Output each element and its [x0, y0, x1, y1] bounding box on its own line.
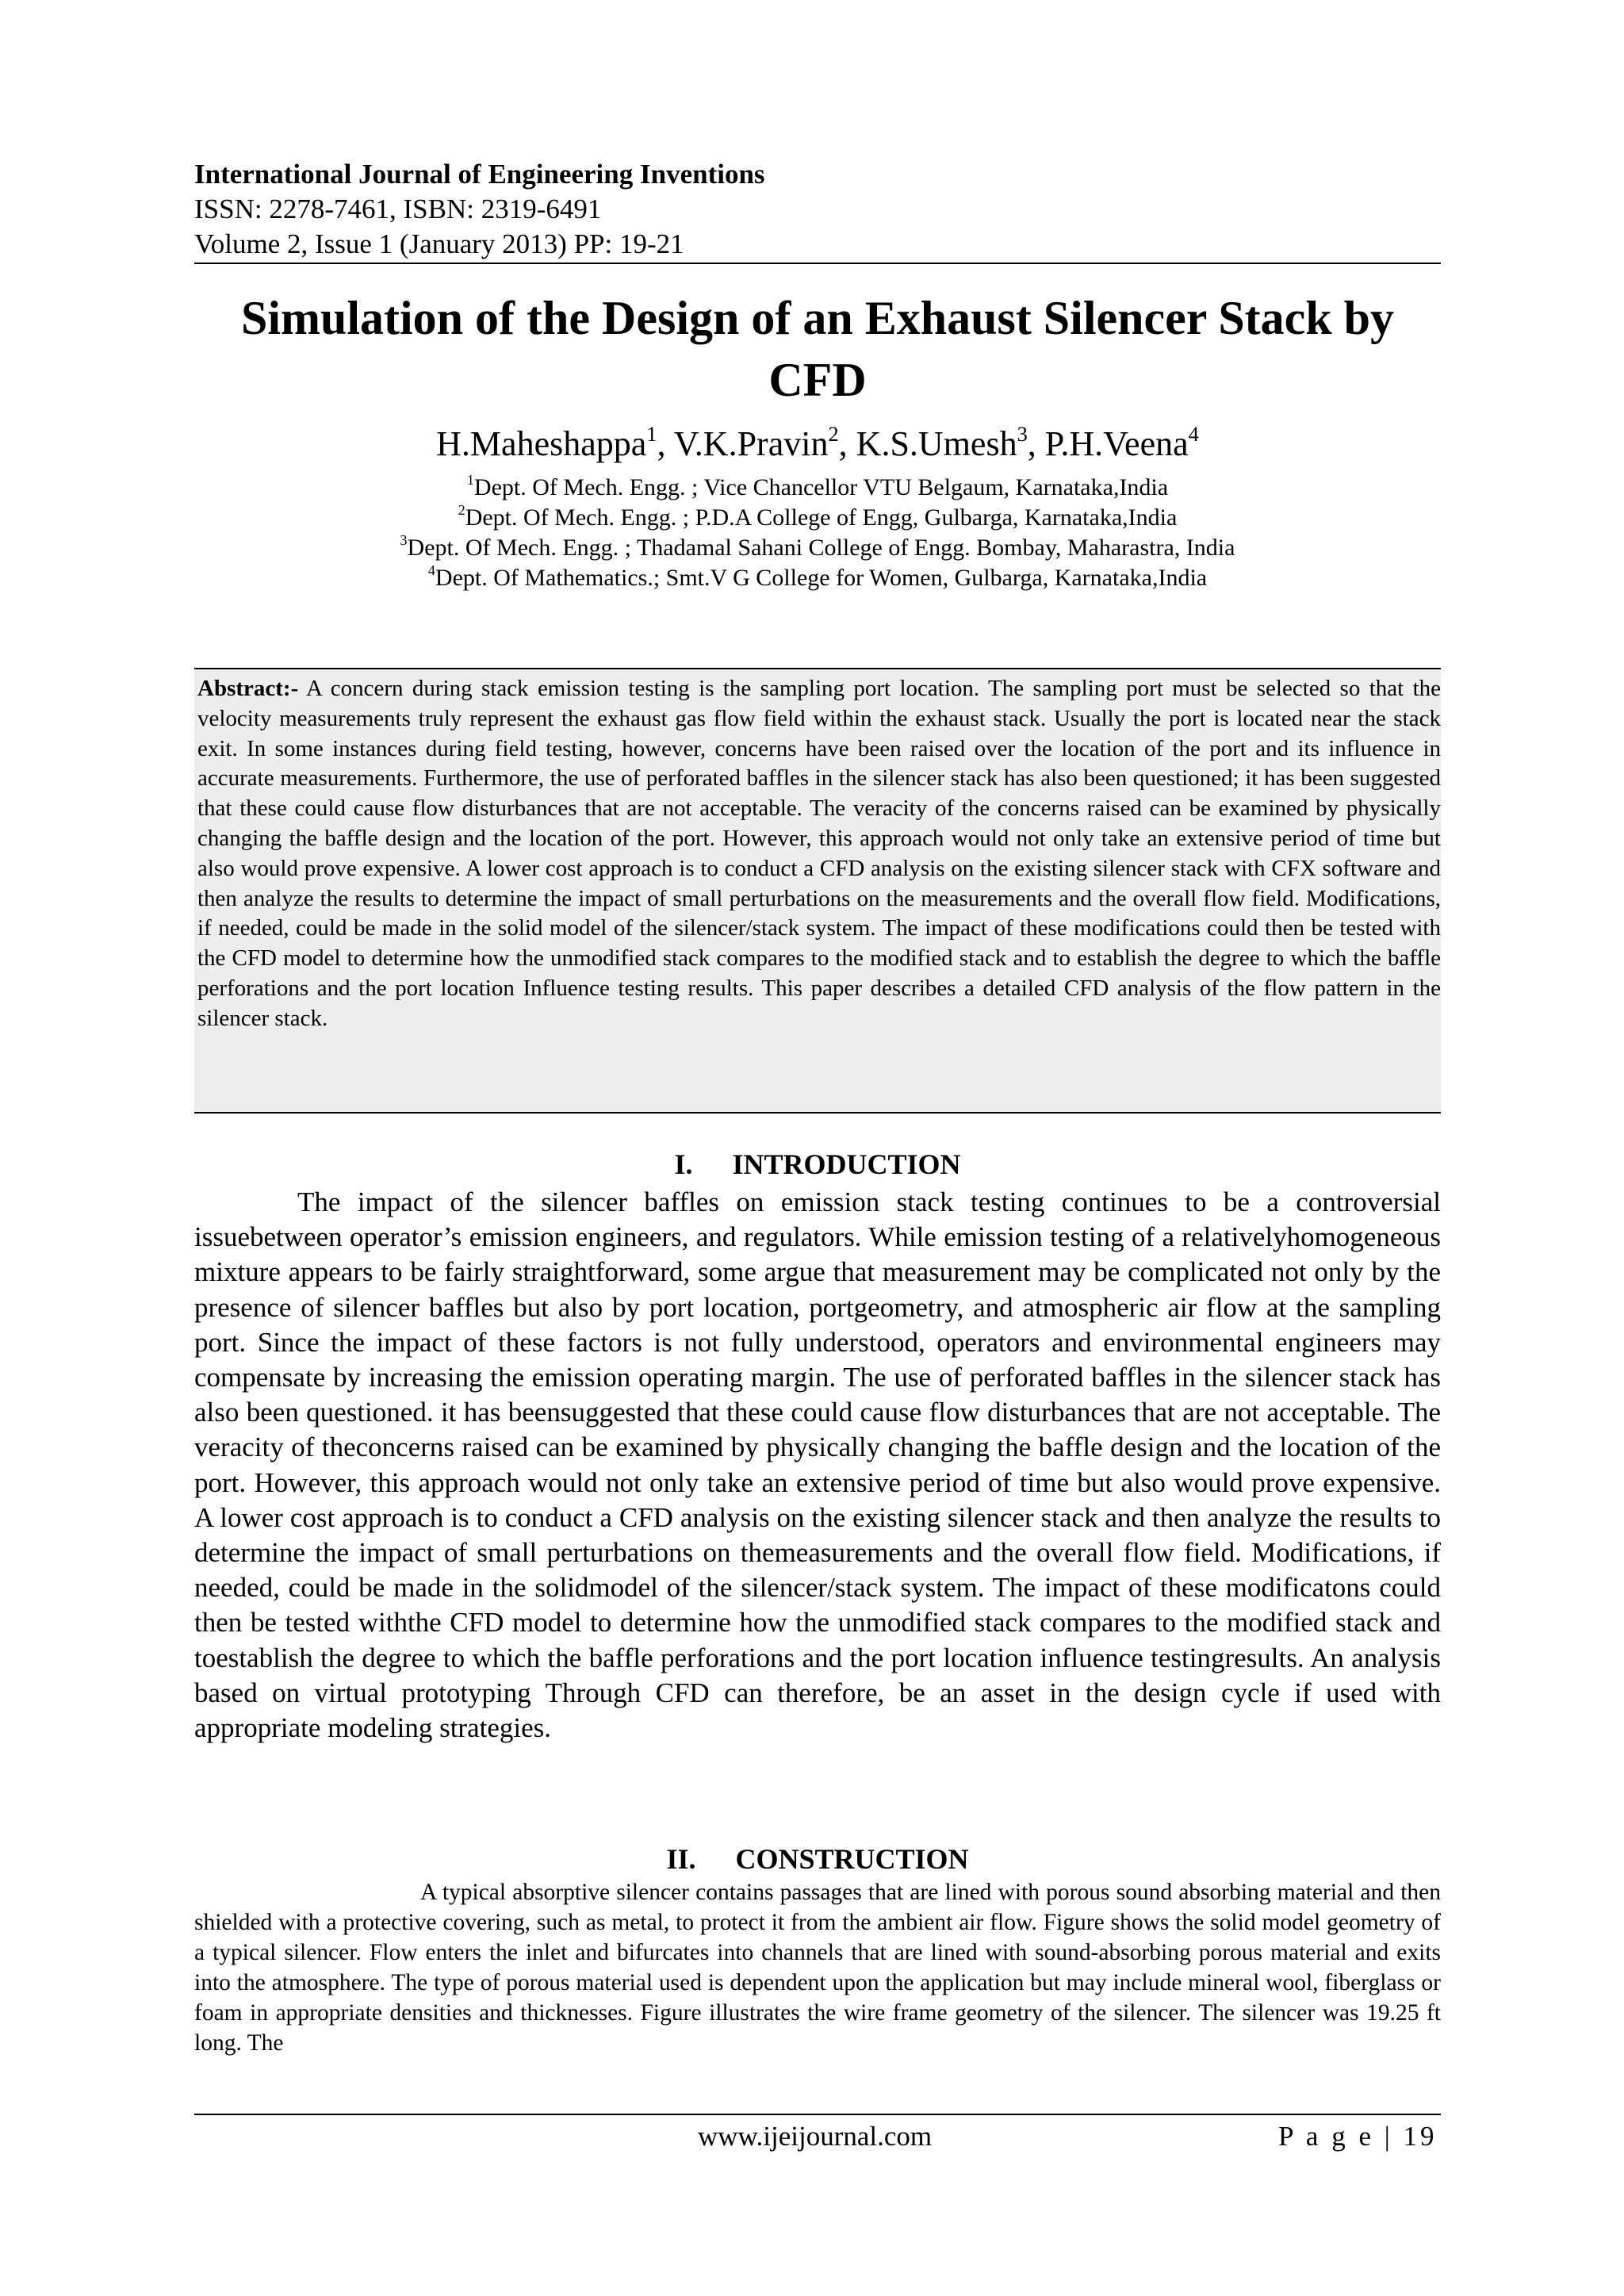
affiliation-list	[194, 473, 1441, 593]
affiliation-text: Dept. Of Mech. Engg. ; Thadamal Sahani College of Engg. Bombay, Maharastra, India	[407, 535, 1235, 561]
affiliation-mark: 2	[458, 502, 465, 519]
journal-issn: ISSN: 2278-7461, ISBN: 2319-6491	[194, 194, 602, 224]
journal-header	[194, 157, 1441, 262]
author-affiliation-mark: 1	[646, 421, 657, 446]
author-name: K.S.Umesh	[856, 424, 1017, 463]
footer-page-number: P a g e | 19	[1278, 2121, 1438, 2152]
affiliation-mark: 3	[400, 532, 408, 549]
section-title: CONSTRUCTION	[735, 1843, 969, 1875]
abstract-box	[194, 668, 1441, 1114]
abstract-label: Abstract:-	[197, 676, 299, 701]
author-affiliation-mark: 3	[1017, 421, 1028, 446]
construction-paragraph: A typical absorptive silencer contains passages that are lined with porous sound absorbing material and then shielded with a protective covering, such as metal, to protect it from the ambient air flow. Figure shows the solid model geometry of a typical silencer. Flow enters the inlet and bifurcates into channels that are lined with sound-absorbing porous material and exits into the atmosphere. The type of porous material used is dependent upon the application but may include mineral wool, fiberglass or foam in appropriate densities and thicknesses. Figure illustrates the wire frame geometry of the silencer. The silencer was 19.25 ft long. The	[194, 1880, 1441, 2056]
journal-volume: Volume 2, Issue 1 (January 2013) PP: 19-21	[194, 228, 684, 259]
author-name: P.H.Veena	[1044, 424, 1189, 463]
footer-divider	[194, 2114, 1441, 2115]
affiliation-mark: 1	[466, 472, 474, 489]
abstract-text: A concern during stack emission testing is the sampling port location. The sampling port must be selected so that the velocity measurements truly represent the exhaust gas flow field within the exhaust stack. Usually the port is located near the stack exit. In some instances during field testing, however, concerns have been raised over the location of the port and its influence in accurate measurements. Furthermore, the use of perforated baffles in the silencer stack has also been questioned; it has been suggested that these could cause flow disturbances that are not acceptable. The veracity of the concerns raised can be examined by physically changing the baffle design and the location of the port. However, this approach would not only take an extensive period of time but also would prove expensive. A lower cost approach is to conduct a CFD analysis on the existing silencer stack with CFX software and then analyze the results to determine the impact of small perturbations on the measurements and the overall flow field. Modifications, if needed, could be made in the solid model of the silencer/stack system. The impact of these modifications could then be tested with the CFD model to determine how the unmodified stack compares to the modified stack and to establish the degree to which the baffle perforations and the port location Influence testing results. This paper describes a detailed CFD analysis of the flow pattern in the silencer stack.	[197, 676, 1441, 1031]
affiliation-text: Dept. Of Mech. Engg. ; P.D.A College of Engg, Gulbarga, Karnataka,India	[465, 504, 1178, 531]
abstract-paragraph	[197, 674, 1441, 1034]
footer-website: www.ijeijournal.com	[698, 2121, 933, 2152]
section-heading-introduction	[194, 1147, 1441, 1182]
affiliation-text: Dept. Of Mech. Engg. ; Vice Chancellor VTU Belgaum, Karnataka,India	[473, 474, 1169, 500]
section-number: II.	[666, 1843, 696, 1875]
section-title: INTRODUCTION	[732, 1148, 961, 1180]
author-affiliation-mark: 2	[828, 421, 839, 446]
introduction-paragraph: The impact of the silencer baffles on emission stack testing continues to be a controversial issuebetween operator’s emission engineers, and regulators. While emission testing of a relativelyhomogeneous mixture appears to be fairly straightforward, some argue that measurement may be complicated not only by the presence of silencer baffles but also by port location, portgeometry, and atmospheric air flow at the sampling port. Since the impact of these factors is not fully understood, operators and environmental engineers may compensate by increasing the emission operating margin. The use of perforated baffles in the silencer stack has also been questioned. it has beensuggested that these could cause flow disturbances that are not acceptable. The veracity of theconcerns raised can be examined by physically changing the baffle design and the location of the port. However, this approach would not only take an extensive period of time but also would prove expensive. A lower cost approach is to conduct a CFD analysis on the existing silencer stack and then analyze the results to determine the impact of small perturbations on themeasurements and the overall flow field. Modifications, if needed, could be made in the solidmodel of the silencer/stack system. The impact of these modificatons could then be tested withthe CFD model to determine how the unmodified stack compares to the modified stack and toestablish the degree to which the baffle perforations and the port location influence testingresults. An analysis based on virtual prototyping Through CFD can therefore, be an asset in the design cycle if used with appropriate modeling strategies.	[194, 1186, 1441, 1744]
affiliation	[194, 503, 1441, 533]
author-list	[194, 422, 1441, 466]
section-number: I.	[674, 1148, 693, 1180]
journal-name: International Journal of Engineering Inventions	[194, 159, 765, 190]
author-separator: ,	[838, 424, 856, 463]
header-divider	[194, 263, 1441, 264]
affiliation-mark: 4	[427, 562, 435, 579]
affiliation	[194, 533, 1441, 563]
author-name: V.K.Pravin	[673, 424, 829, 463]
affiliation	[194, 563, 1441, 593]
author-separator: ,	[657, 424, 674, 463]
author-name: H.Maheshappa	[436, 424, 647, 463]
section-heading-construction	[194, 1842, 1441, 1876]
affiliation-text: Dept. Of Mathematics.; Smt.V G College for Women, Gulbarga, Karnataka,India	[435, 565, 1208, 591]
author-affiliation-mark: 4	[1188, 421, 1199, 446]
affiliation	[194, 473, 1441, 503]
paper-title: Simulation of the Design of an Exhaust Silencer Stack by CFD	[240, 292, 1395, 406]
author-separator: ,	[1027, 424, 1045, 463]
